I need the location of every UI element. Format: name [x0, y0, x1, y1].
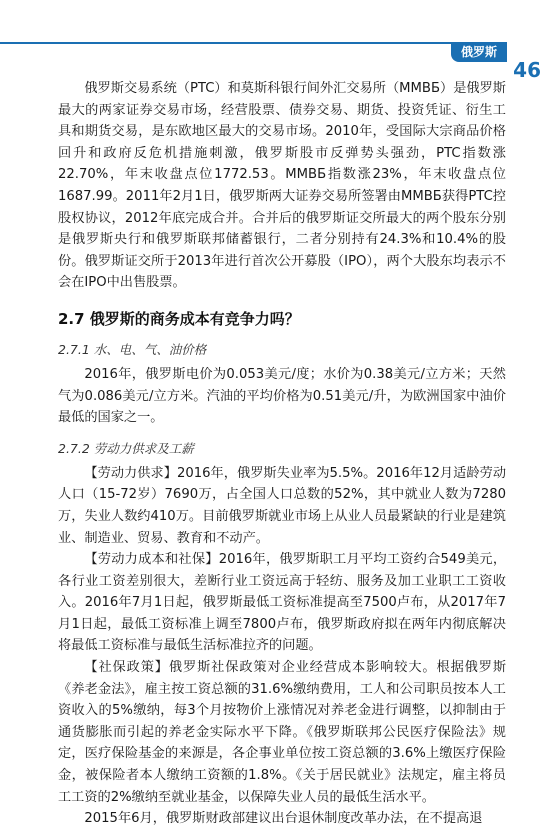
labor-cost-text: 2016年，俄罗斯职工月平均工资约合549美元，各行业工资差别很大，差断行业工资远高于轻纺、服务及加工业职工工资收入。2016年7月1日起，俄罗斯最低工资标准提高至7500卢布，从2017年7月1日起，最低工资标准上调至7800卢布，俄罗斯政府拟在两年内彻底解决将最低工资标准与最低生活标准拉齐的问题。: [58, 552, 507, 654]
paragraph-prices: 2016年，俄罗斯电价为0.053美元/度；水价为0.38美元/立方米；天然气为0.086美元/立方米。汽油的平均价格为0.51美元/升，为欧洲国家中油价最低的国家之一。: [58, 366, 506, 426]
paragraph-labor-supply: [58, 463, 506, 549]
header-rule: [0, 42, 507, 64]
labor-supply-tag: 【劳动力供求】: [84, 465, 177, 481]
page-body: [58, 78, 506, 830]
page-number: 46: [513, 58, 541, 82]
subsection-title-prices: 2.7.1 水、电、气、油价格: [58, 341, 207, 357]
labor-supply-text: 2016年，俄罗斯失业率为5.5%。2016年12月适龄劳动人口（15-72岁）7690万，占全国人口总数的52%，其中就业人数为7280万，失业人数约410万。目前俄罗斯就业市场上从业人员最紧缺的行业是建筑业、制造业、贸易、教育和不动产。: [58, 465, 507, 546]
paragraph-exchange: 俄罗斯交易系统（PTC）和莫斯科银行间外汇交易所（MMBБ）是俄罗斯最大的两家证券交易市场，经营股票、债券交易、期货、投资凭证、衍生工具和期货交易，是东欧地区最大的交易市场。2010年，受国际大宗商品价格回升和政府反危机措施刺激，俄罗斯股市反弹势头强劲，PTC指数涨22.70%，年末收盘点位1772.53。MMBБ指数涨23%，年末收盘点位1687.99。2011年2月1日，俄罗斯两大证券交易所签署由MMBБ获得PTC控股权协议，2012年底完成合并。合并后的俄罗斯证交所最大的两个股东分别是俄罗斯央行和俄罗斯联邦储蓄银行，二者分别持有24.3%和10.4%的股份。俄罗斯证交所于2013年进行首次公开募股（IPO），两个大股东均表示不会在IPO中出售股票。: [58, 81, 506, 291]
paragraph-labor-cost: [58, 549, 506, 657]
paragraph-social: [58, 657, 506, 808]
paragraph-2015: 2015年6月，俄罗斯财政部建议出台退休制度改革办法，在不提高退: [84, 811, 483, 827]
social-tag: 【社保政策】: [84, 660, 169, 676]
social-text: 俄罗斯社保政策对企业经营成本影响较大。根据俄罗斯《养老金法》，雇主按工资总额的31.6%缴纳费用，工人和公司职员按本人工资收入的5%缴纳，每3个月按物价上涨情况对养老金进行调整，以抑制由于通货膨胀而引起的养老金实际水平下降。《俄罗斯联邦公民医疗保险法》规定，医疗保险基金的来源是，各企事业单位按工资总额的3.6%上缴医疗保险金，被保险者本人缴纳工资额的1.8%。《关于居民就业》法规定，雇主将员工工资的2%缴纳至就业基金，以保障失业人员的最低生活水平。: [58, 660, 507, 805]
section-title: 2.7 俄罗斯的商务成本有竞争力吗？: [58, 309, 300, 328]
labor-cost-tag: 【劳动力成本和社保】: [84, 552, 219, 568]
subsection-title-labor: 2.7.2 劳动力供求及工薪: [58, 440, 194, 456]
chapter-tab: 俄罗斯: [451, 42, 507, 62]
